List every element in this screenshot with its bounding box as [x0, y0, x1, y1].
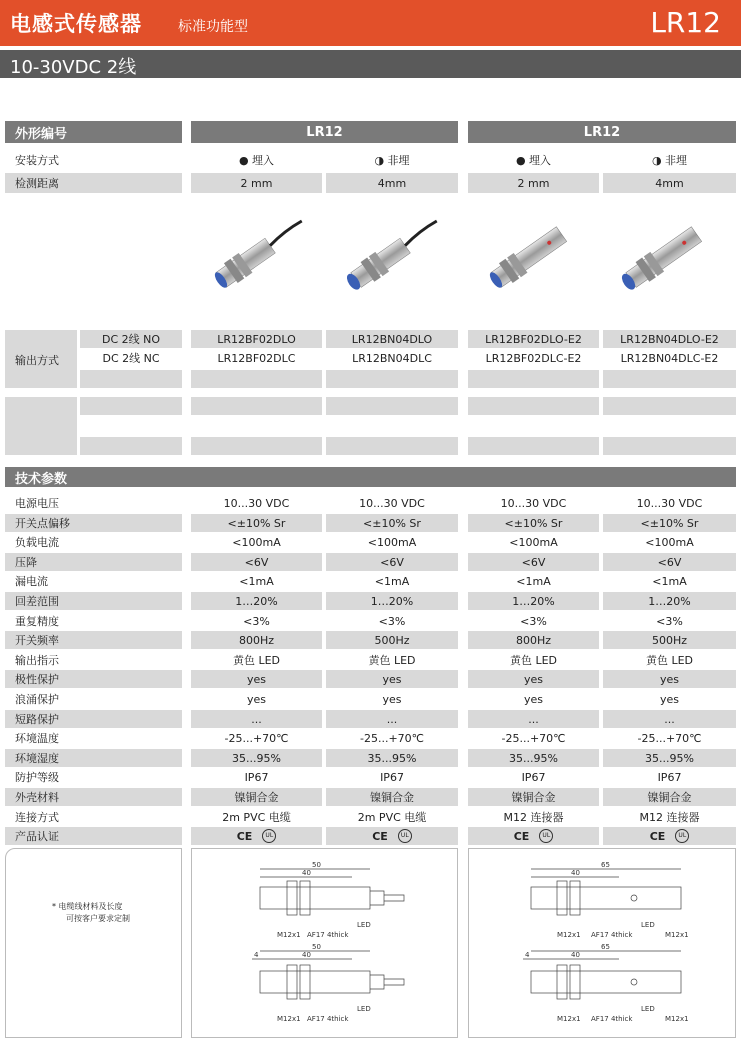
output-type: DC 2线 NO [80, 330, 182, 348]
ul-mark-icon: UL [262, 829, 276, 843]
param-value: ... [468, 710, 599, 728]
cable-sensor-drawing-box [191, 848, 458, 1038]
output-empty [80, 370, 182, 388]
dim-40: 40 [302, 869, 311, 877]
param-label: 环境湿度 [5, 749, 182, 767]
cable-sensor-dimension-drawing [192, 849, 457, 1037]
dim-4: 4 [254, 951, 259, 959]
param-value: 500Hz [326, 631, 458, 649]
page-title: 电感式传感器 [10, 12, 142, 36]
model-code-cell: LR12BF02DLO-E2 [468, 330, 599, 348]
param-value: yes [603, 690, 736, 708]
distance-label: 检测距离 [5, 173, 182, 193]
led-label: LED [357, 1005, 371, 1013]
led-label: LED [641, 921, 655, 929]
note-line-1: * 电缆线材料及长度 [52, 902, 123, 911]
param-value: <3% [191, 612, 322, 630]
output-label: 输出方式 [15, 354, 59, 367]
led-label: LED [357, 921, 371, 929]
distance-value: 2 mm [191, 173, 322, 193]
model-code-cell: LR12BN04DLO-E2 [603, 330, 736, 348]
led-label: LED [641, 1005, 655, 1013]
connector-sensor-drawing-box [468, 848, 736, 1038]
note-line-2: 可按客户要求定制 [66, 914, 130, 923]
param-label: 产品认证 [5, 827, 182, 845]
param-value: -25...+70℃ [326, 729, 458, 747]
empty-cell [326, 370, 458, 388]
distance-value: 2 mm [468, 173, 599, 193]
param-value: 10...30 VDC [468, 494, 599, 512]
output-type: DC 2线 NC [102, 352, 160, 365]
param-value: <±10% Sr [326, 514, 458, 532]
param-value: 镍铜合金 [191, 788, 322, 806]
param-value: -25...+70℃ [468, 729, 599, 747]
param-label: 连接方式 [5, 808, 182, 826]
param-value: <100mA [603, 533, 736, 551]
param-value: IP67 [468, 768, 599, 786]
thread-label: M12x1 [277, 931, 301, 939]
dim-65: 65 [601, 861, 610, 869]
install-value: ◑ 非埋 [651, 154, 688, 167]
param-value: 500Hz [603, 631, 736, 649]
param-value: <6V [326, 553, 458, 571]
param-value: 黄色 LED [326, 651, 458, 669]
model-code-cell: LR12BF02DLC [217, 351, 296, 365]
param-value: yes [468, 670, 599, 688]
empty-cell [191, 397, 322, 415]
param-value: <3% [468, 612, 599, 630]
param-value: IP67 [603, 768, 736, 786]
param-label: 开关点偏移 [5, 514, 182, 532]
model-code-cell: LR12BN04DLC [352, 351, 432, 365]
param-value: 黄色 LED [603, 651, 736, 669]
model-code-cell: LR12BN04DLO [326, 330, 458, 348]
thread-label: M12x1 [665, 931, 689, 939]
sensor-m12-nonflush-image [618, 224, 704, 294]
param-label: 开关频率 [5, 631, 182, 649]
wrench-label: AF17 4thick [591, 931, 633, 939]
install-value: ◑ 非埋 [374, 154, 410, 167]
empty-cell [603, 437, 736, 455]
param-value: M12 连接器 [468, 808, 599, 826]
sensor-m12-flush-image [486, 224, 569, 292]
thread-label: M12x1 [557, 931, 581, 939]
param-label: 电源电压 [5, 494, 182, 512]
param-label: 回差范围 [5, 592, 182, 610]
param-value: <6V [603, 553, 736, 571]
param-value: <100mA [326, 533, 458, 551]
param-value: <±10% Sr [603, 514, 736, 532]
group-header-1: LR12 [191, 121, 458, 143]
product-images [191, 215, 736, 315]
param-value: 黄色 LED [468, 651, 599, 669]
ce-mark-icon: CE [513, 829, 530, 843]
dim-50: 50 [312, 861, 321, 869]
param-value: ... [191, 710, 322, 728]
dim-65: 65 [601, 943, 610, 951]
connector-sensor-dimension-drawing [469, 849, 735, 1037]
param-value: <6V [191, 553, 322, 571]
param-value: 35...95% [603, 749, 736, 767]
tech-params-header: 技术参数 [5, 467, 736, 487]
param-value: <1mA [326, 572, 458, 590]
param-value: 800Hz [468, 631, 599, 649]
note-box [5, 848, 182, 1038]
param-label: 防护等级 [5, 768, 182, 786]
param-value: 1…20% [326, 592, 458, 610]
model-code-cell: LR12BN04DLC-E2 [620, 351, 719, 365]
param-value: yes [603, 670, 736, 688]
param-value: 35...95% [468, 749, 599, 767]
ul-mark-icon: UL [675, 829, 689, 843]
ul-mark-icon: UL [398, 829, 412, 843]
dim-50: 50 [312, 943, 321, 951]
param-value: M12 连接器 [603, 808, 736, 826]
page-subtitle: 标准功能型 [178, 19, 248, 35]
param-label: 短路保护 [5, 710, 182, 728]
param-value: 1…20% [468, 592, 599, 610]
param-label: 外壳材料 [5, 788, 182, 806]
wrench-label: AF17 4thick [307, 1015, 349, 1023]
voltage-bar [0, 50, 741, 78]
ce-mark-icon: CE [649, 829, 666, 843]
param-label: 负载电流 [5, 533, 182, 551]
title-bar [0, 0, 741, 46]
empty-cell [326, 397, 458, 415]
install-value: ● 埋入 [238, 154, 275, 167]
param-label: 漏电流 [5, 572, 182, 590]
param-value: 35...95% [191, 749, 322, 767]
param-value: yes [191, 670, 322, 688]
param-value: <1mA [191, 572, 322, 590]
blank-label-cell [5, 397, 77, 455]
param-value: 1…20% [603, 592, 736, 610]
empty-cell [80, 437, 182, 455]
param-value: 10...30 VDC [326, 494, 458, 512]
install-label: 安装方式 [5, 150, 182, 170]
empty-cell [326, 437, 458, 455]
empty-cell [191, 370, 322, 388]
empty-cell [468, 397, 599, 415]
ce-mark-icon: CE [372, 829, 388, 843]
param-value: 黄色 LED [191, 651, 322, 669]
param-value: yes [191, 690, 322, 708]
distance-value: 4mm [326, 173, 458, 193]
param-value: <±10% Sr [191, 514, 322, 532]
empty-cell [80, 397, 182, 415]
thread-label: M12x1 [665, 1015, 689, 1023]
shape-code-header: 外形编号 [5, 121, 182, 143]
param-value: <±10% Sr [468, 514, 599, 532]
param-value: 35...95% [326, 749, 458, 767]
model-code: LR12 [650, 6, 721, 39]
param-label: 极性保护 [5, 670, 182, 688]
sensor-cable-flush-image [211, 215, 310, 292]
param-value: 10...30 VDC [603, 494, 736, 512]
param-value [603, 827, 736, 845]
thread-label: M12x1 [557, 1015, 581, 1023]
param-value: IP67 [326, 768, 458, 786]
param-value: yes [468, 690, 599, 708]
param-value: <6V [468, 553, 599, 571]
param-value: <3% [603, 612, 736, 630]
voltage-label: 10-30VDC 2线 [10, 57, 137, 78]
dim-4: 4 [525, 951, 530, 959]
param-value: 800Hz [191, 631, 322, 649]
distance-value: 4mm [603, 173, 736, 193]
empty-cell [191, 437, 322, 455]
param-value: 2m PVC 电缆 [326, 808, 458, 826]
dim-40: 40 [571, 951, 580, 959]
param-value: 镍铜合金 [603, 788, 736, 806]
param-value: <1mA [468, 572, 599, 590]
model-code-cell: LR12BF02DLC-E2 [485, 351, 582, 365]
ul-mark-icon: UL [539, 829, 553, 843]
wrench-label: AF17 4thick [591, 1015, 633, 1023]
install-value: ● 埋入 [515, 154, 552, 167]
param-value: ... [603, 710, 736, 728]
empty-cell [603, 370, 736, 388]
param-label: 压降 [5, 553, 182, 571]
param-value: ... [326, 710, 458, 728]
param-value: -25...+70℃ [191, 729, 322, 747]
empty-cell [468, 370, 599, 388]
param-value: IP67 [191, 768, 322, 786]
group-header-2: LR12 [468, 121, 736, 143]
dim-40: 40 [302, 951, 311, 959]
sensor-cable-nonflush-image [343, 215, 445, 294]
dim-40: 40 [571, 869, 580, 877]
param-label: 环境温度 [5, 729, 182, 747]
param-value: 10...30 VDC [191, 494, 322, 512]
param-value: -25...+70℃ [603, 729, 736, 747]
param-value: <100mA [468, 533, 599, 551]
param-value: <3% [326, 612, 458, 630]
param-value [326, 827, 458, 845]
empty-cell [468, 437, 599, 455]
param-value: 2m PVC 电缆 [191, 808, 322, 826]
param-value: <100mA [191, 533, 322, 551]
param-value [468, 827, 599, 845]
param-value: 镍铜合金 [326, 788, 458, 806]
param-value [191, 827, 322, 845]
param-value: 镍铜合金 [468, 788, 599, 806]
param-label: 浪涌保护 [5, 690, 182, 708]
param-value: yes [326, 690, 458, 708]
param-value: <1mA [603, 572, 736, 590]
param-label: 重复精度 [5, 612, 182, 630]
empty-cell [603, 397, 736, 415]
param-label: 输出指示 [5, 651, 182, 669]
thread-label: M12x1 [277, 1015, 301, 1023]
wrench-label: AF17 4thick [307, 931, 349, 939]
param-value: 1…20% [191, 592, 322, 610]
model-code-cell: LR12BF02DLO [191, 330, 322, 348]
ce-mark-icon: CE [236, 829, 253, 843]
param-value: yes [326, 670, 458, 688]
